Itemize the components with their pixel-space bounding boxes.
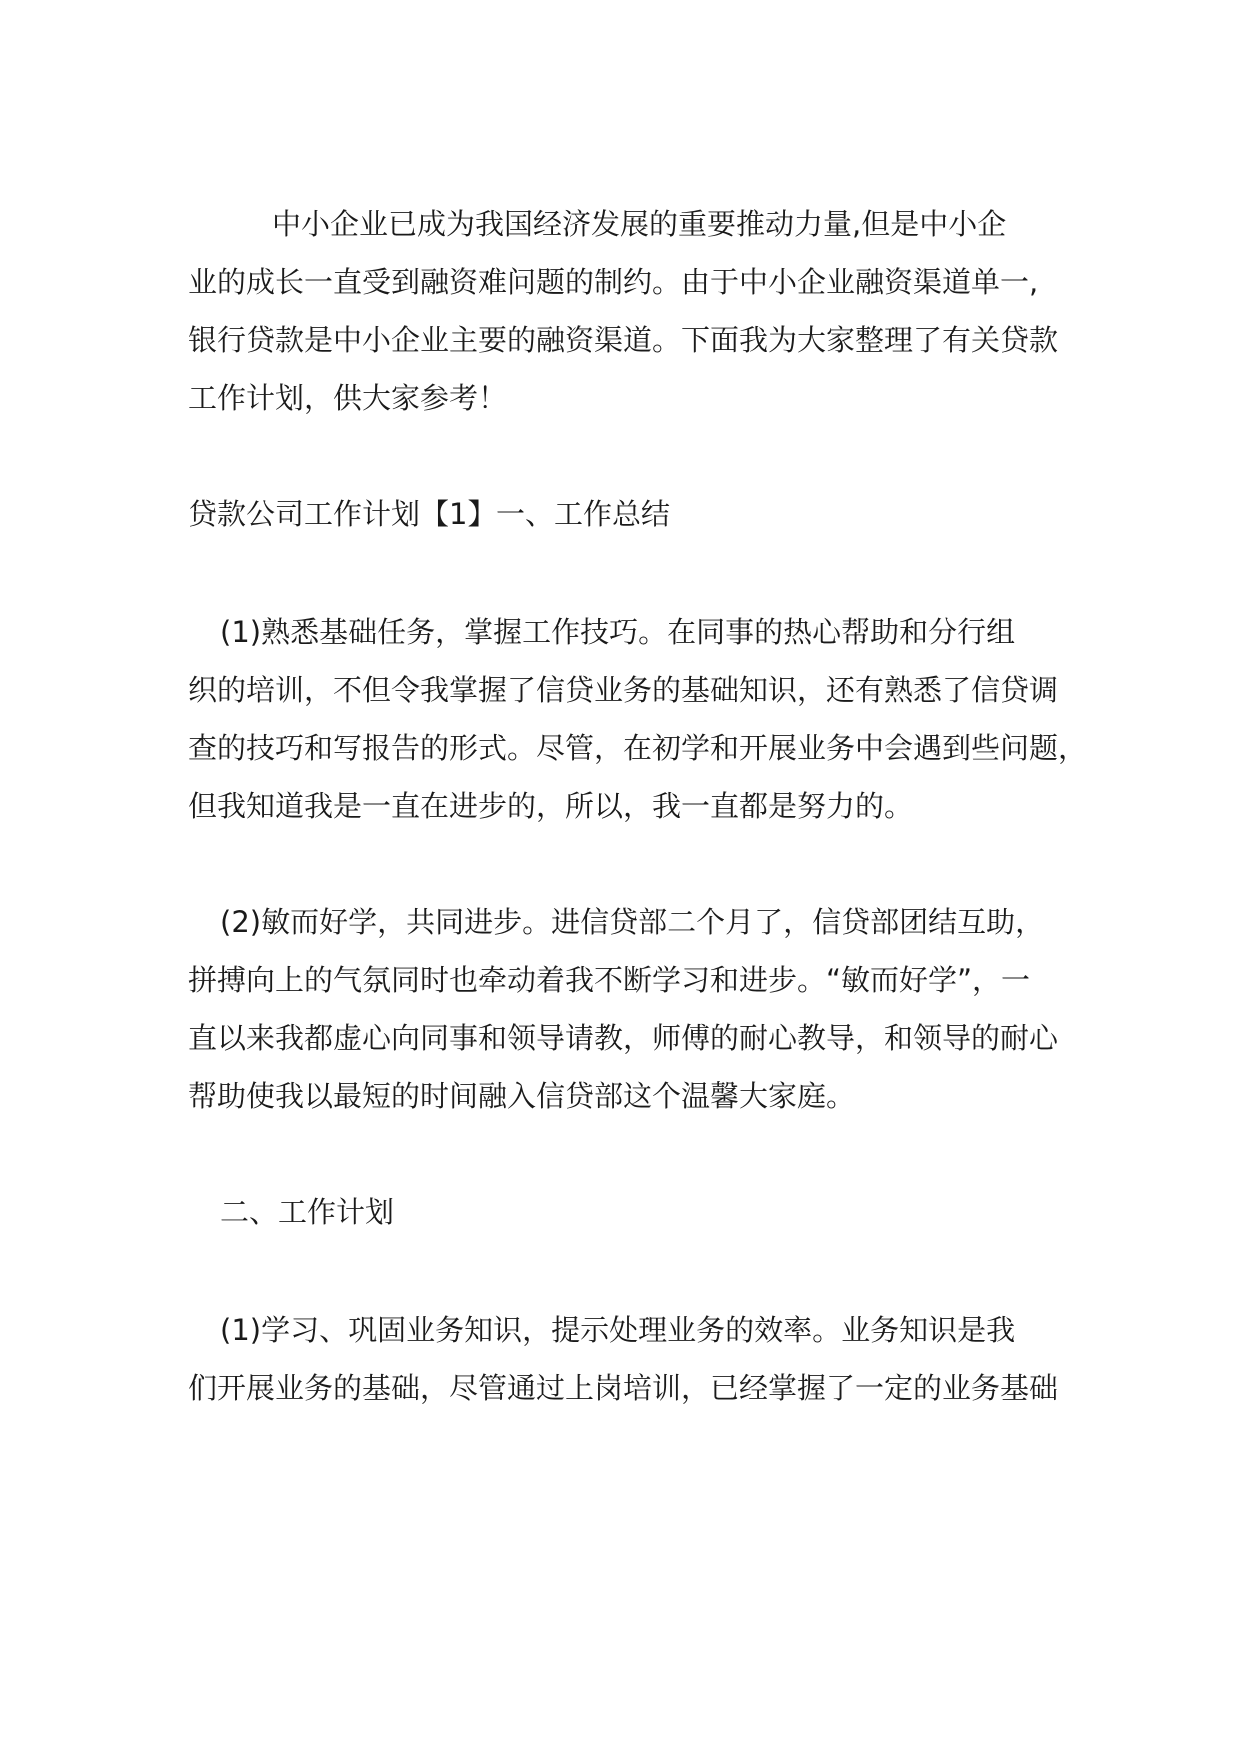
intro-line-4: 工作计划，供大家参考！ <box>188 381 508 415</box>
document-title: 贷款公司工作计划【1】 <box>188 497 497 531</box>
section-heading-summary: 一、工作总结 <box>496 497 671 531</box>
intro-line-3: 银行贷款是中小企业主要的融资渠道。下面我为大家整理了有关贷款 <box>188 323 1059 357</box>
para1-line-2: 织的培训，不但令我掌握了信贷业务的基础知识，还有熟悉了信贷调 <box>188 673 1059 707</box>
para2-line-3: 直以来我都虚心向同事和领导请教，师傅的耐心教导，和领导的耐心 <box>188 1021 1059 1055</box>
para3-line-2: 们开展业务的基础，尽管通过上岗培训，已经掌握了一定的业务基础 <box>188 1371 1059 1405</box>
section-heading-plan: 二、工作计划 <box>220 1195 395 1229</box>
para2-line-4: 帮助使我以最短的时间融入信贷部这个温馨大家庭。 <box>188 1079 856 1113</box>
intro-line-2: 业的成长一直受到融资难问题的制约。由于中小企业融资渠道单一, <box>188 265 1039 299</box>
para3-line-1: (1)学习、巩固业务知识，提示处理业务的效率。业务知识是我 <box>220 1313 1016 1347</box>
para2-line-1: (2)敏而好学，共同进步。进信贷部二个月了，信贷部团结互助， <box>220 905 1045 939</box>
para2-line-2: 拼搏向上的气氛同时也牵动着我不断学习和进步。“敏而好学”，一 <box>188 963 1031 997</box>
para1-line-3: 查的技巧和写报告的形式。尽管，在初学和开展业务中会遇到些问题， <box>188 731 1088 765</box>
para1-line-1: (1)熟悉基础任务，掌握工作技巧。在同事的热心帮助和分行组 <box>220 615 1016 649</box>
para1-line-4: 但我知道我是一直在进步的，所以，我一直都是努力的。 <box>188 789 914 823</box>
intro-line-1: 中小企业已成为我国经济发展的重要推动力量,但是中小企 <box>272 207 1007 241</box>
